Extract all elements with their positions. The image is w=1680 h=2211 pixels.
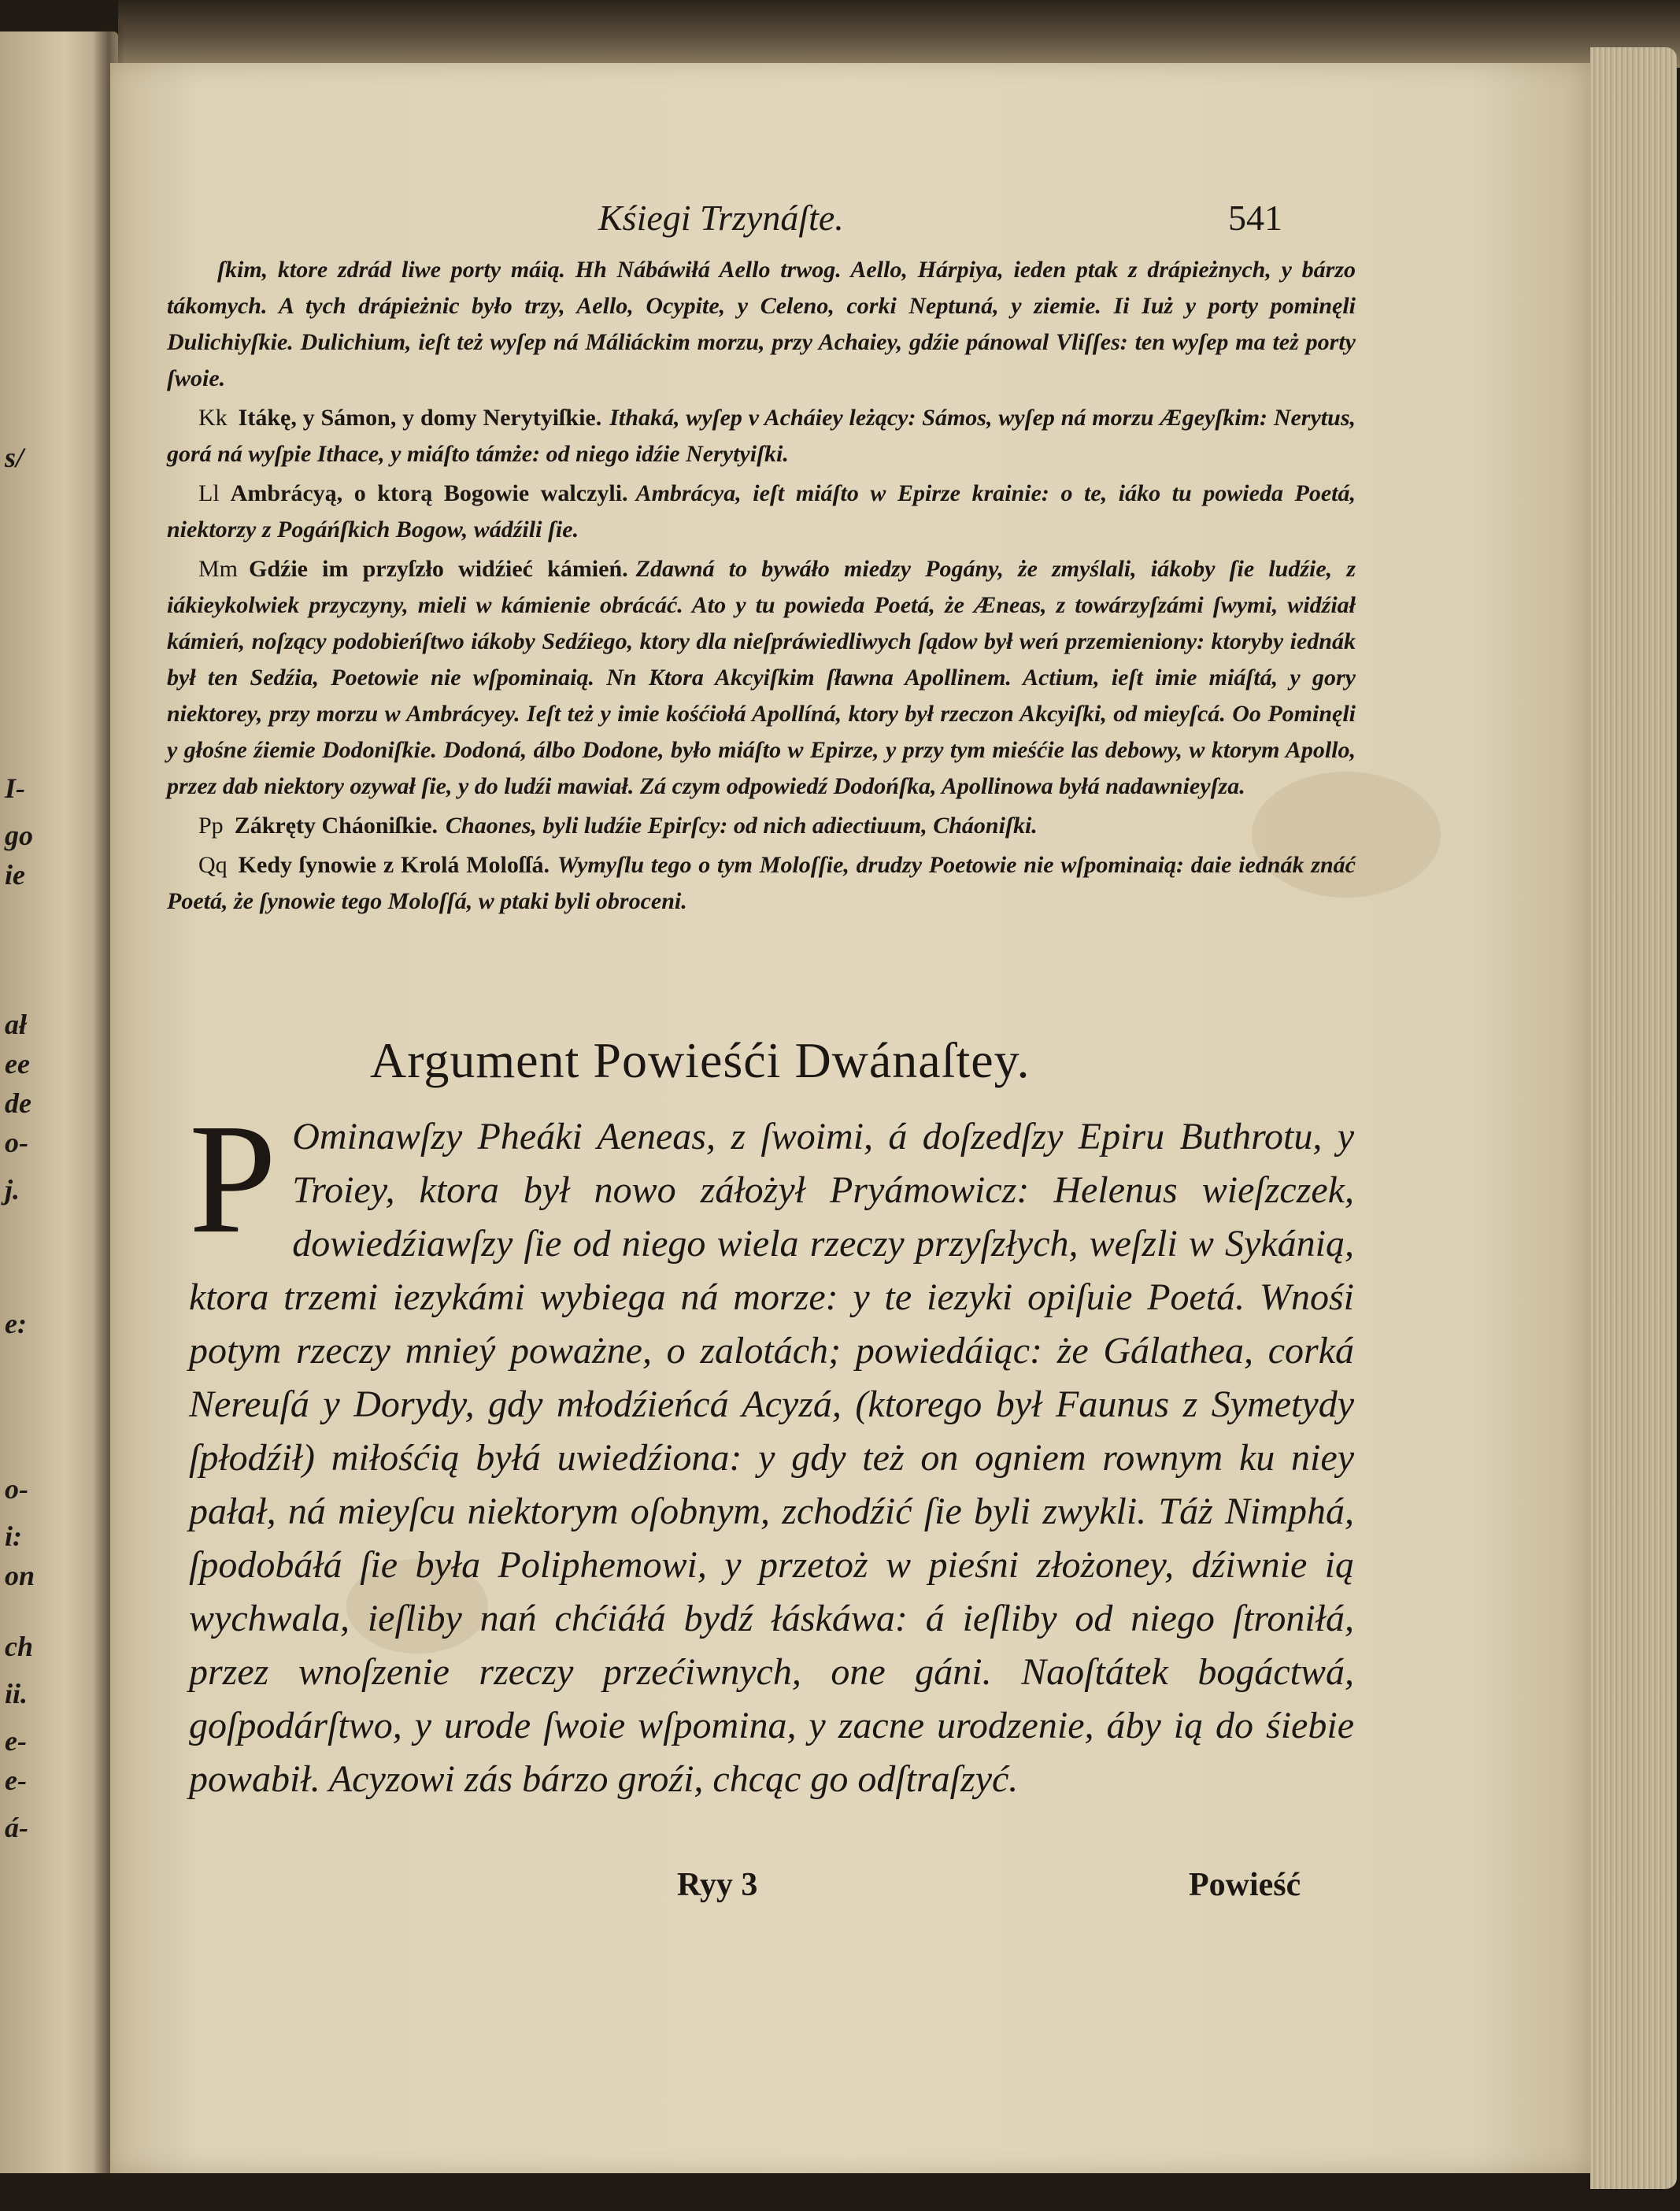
catchword: Powieść	[1189, 1867, 1301, 1903]
left-page-fragment: go	[5, 820, 33, 851]
note	[167, 847, 1356, 920]
running-head: Kśiegi Trzynáſte.	[598, 198, 844, 238]
left-page-fragment: I-	[5, 772, 25, 804]
note	[167, 476, 1356, 548]
note	[167, 400, 1356, 472]
left-page-fragment: ch	[5, 1631, 33, 1662]
note-lemma: Zákręty Cháoniſkie.	[234, 813, 439, 839]
note-lemma: Kedy ſynowie z Krolá Moloſſá.	[238, 852, 550, 878]
commentary-notes	[167, 252, 1356, 923]
note-lemma: Itákę, y Sámon, y domy Nerytyiſkie.	[238, 405, 602, 431]
left-page-fragment: o-	[5, 1473, 28, 1505]
left-page-fragment: o-	[5, 1127, 28, 1158]
page-block-edge	[1590, 47, 1677, 2189]
left-page-fragment: j.	[5, 1174, 20, 1205]
left-page-fragment: ał	[5, 1009, 28, 1040]
page-number: 541	[1228, 198, 1282, 238]
left-page-fragment: e:	[5, 1308, 27, 1339]
argument-paragraph	[189, 1092, 1354, 1806]
left-page-fragment: ie	[5, 859, 25, 891]
left-page-fragment: s/	[5, 442, 24, 473]
left-page-fragment: on	[5, 1560, 35, 1591]
note-text: Zdawná to bywáło miedzy Pogány, że zmyślali, iákoby ſie ludźie, z iákieykolwiek przyczyny, mieli w kámienie obrácáć. Ato y tu powieda Poetá, że Æneas, z towárzyſzámi ſwymi, widźiał kámień, noſzący podobieńſtwo iákoby Sedźiego, ktory dla nieſpráwiedliwych ſądow był weń przemieniony: ktoryby iednák był ten Sedźia, Poetowie nie wſpominaią. Nn Ktora Akcyiſkim ſławna Apollinem. Actium, ieſt imie miáſtá, y gory niektorey, przy morzu w Ambrácyey. Ieſt też y imie kośćiołá Apollíná, ktory był rzeczon Akcyiſki, od mieyſcá. Oo Pominęli y głośne źiemie Dodoniſkie. Dodoná, álbo Dodone, było miáſto w Epirze, y przy tym mieśćie las debowy, w ktorym Apollo, przez dab niektory ozywał ſie, y do ludźi mawiał. Zá czym odpowiedź Dodońſka, Apollinowa byłá nadawnieyſza.	[167, 556, 1356, 799]
argument-text: Ominawſzy Pheáki Aeneas, z ſwoimi, á doſzedſzy Epiru Buthrotu, y Troiey, ktora był nowo záłożył Pryámowicz: Helenus wieſzczek, dowiedźiawſzy ſie od niego wiela rzeczy przyſzłych, weſzli w Sykánią, ktora trzemi iezykámi wybiega ná morze: y te iezyki opiſuie Poetá. Wnośi potym rzeczy mnieý poważne, o zalotách; powiedáiąc: że Gálathea, corká Nereuſá y Dorydy, gdy młodźieńcá Acyzá, (ktorego był Faunus z Symetydy ſpłodźił) miłośćią byłá uwiedźiona: y gdy też on ogniem rownym ku niey pałał, ná mieyſcu niektorym oſobnym, zchodźić ſie byli zwykli. Táż Nimphá, ſpodobáłá ſie była Poliphemowi, y przetoż w pieśni złożoney, dźiwnie ią wychwala, ieſliby nań chćiáłá bydź łáskáwa: á ieſliby od niego ſtroniłá, przez wnoſzenie rzeczy przećiwnych, one gáni. Naoſtátek bogáctwá, goſpodárſtwo, y urode ſwoie wſpomina, y zacne urodzenie, áby ią do śiebie powabił. Acyzowi zás bárzo groźi, chcąc go odſtraſzyć.	[189, 1116, 1354, 1800]
left-page-fragment: ee	[5, 1048, 30, 1080]
left-page-fragment: á-	[5, 1812, 28, 1843]
note-text: Ambrácya, ieſt miáſto w Epirze krainie: o te, iáko tu powieda Poetá, niektorzy z Pogáńſkich Bogow, wádźili ſie.	[167, 480, 1356, 543]
note-mark: Ll	[198, 480, 220, 506]
left-page-fragment: de	[5, 1087, 31, 1119]
note	[167, 252, 1356, 397]
note-text: ſkim, ktore zdrád liwe porty máią. Hh Nábáwiłá Aello trwog. Aello, Hárpiya, ieden ptak z drápieżnych, y bárzo tákomych. A tych drápieżnic było trzy, Aello, Ocypite, y Celeno, corki Neptuná, y ziemie. Ii Iuż y porty pominęli Dulichiyſkie. Dulichium, ieſt też wyſep ná Máliáckim morzu, przy Achaiey, gdźie pánowal Vliſſes: ten wyſep ma też porty ſwoie.	[167, 257, 1356, 391]
note-lemma: Gdźie im przyſzło widźieć kámień.	[249, 556, 628, 582]
section-heading: Argument Powieśći Dwánaſtey.	[370, 1032, 1031, 1088]
book-top-edge	[118, 0, 1680, 68]
left-page-fragment: i:	[5, 1520, 22, 1552]
left-page-fragment: e-	[5, 1725, 27, 1757]
note-mark: Qq	[198, 852, 228, 878]
drop-cap: P	[189, 1092, 277, 1266]
note-text: Wymyſlu tego o tym Moloſſie, drudzy Poetowie nie wſpominaią: daie iednák znáć Poetá, że ſynowie tego Moloſſá, w ptaki byli obroceni.	[167, 852, 1356, 914]
signature-mark: Ryy 3	[677, 1867, 758, 1903]
note-mark: Mm	[198, 556, 239, 582]
note-text: Chaones, byli ludźie Epirſcy: od nich adiectiuum, Cháoniſki.	[446, 813, 1038, 839]
note-mark: Kk	[198, 405, 228, 431]
left-page-fragment: ii.	[5, 1678, 28, 1709]
left-page-fragment: e-	[5, 1765, 27, 1796]
note	[167, 551, 1356, 805]
note-mark: Pp	[198, 813, 224, 839]
note-text: Ithaká, wyſep v Acháiey leżący: Sámos, wyſep ná morzu Ægeyſkim: Nerytus, gorá ná wyſpie Ithace, y miáſto támże: od niego idźie Nerytyiſki.	[167, 405, 1356, 467]
note	[167, 808, 1356, 844]
note-lemma: Ambrácyą, o ktorą Bogowie walczyli.	[230, 480, 628, 506]
